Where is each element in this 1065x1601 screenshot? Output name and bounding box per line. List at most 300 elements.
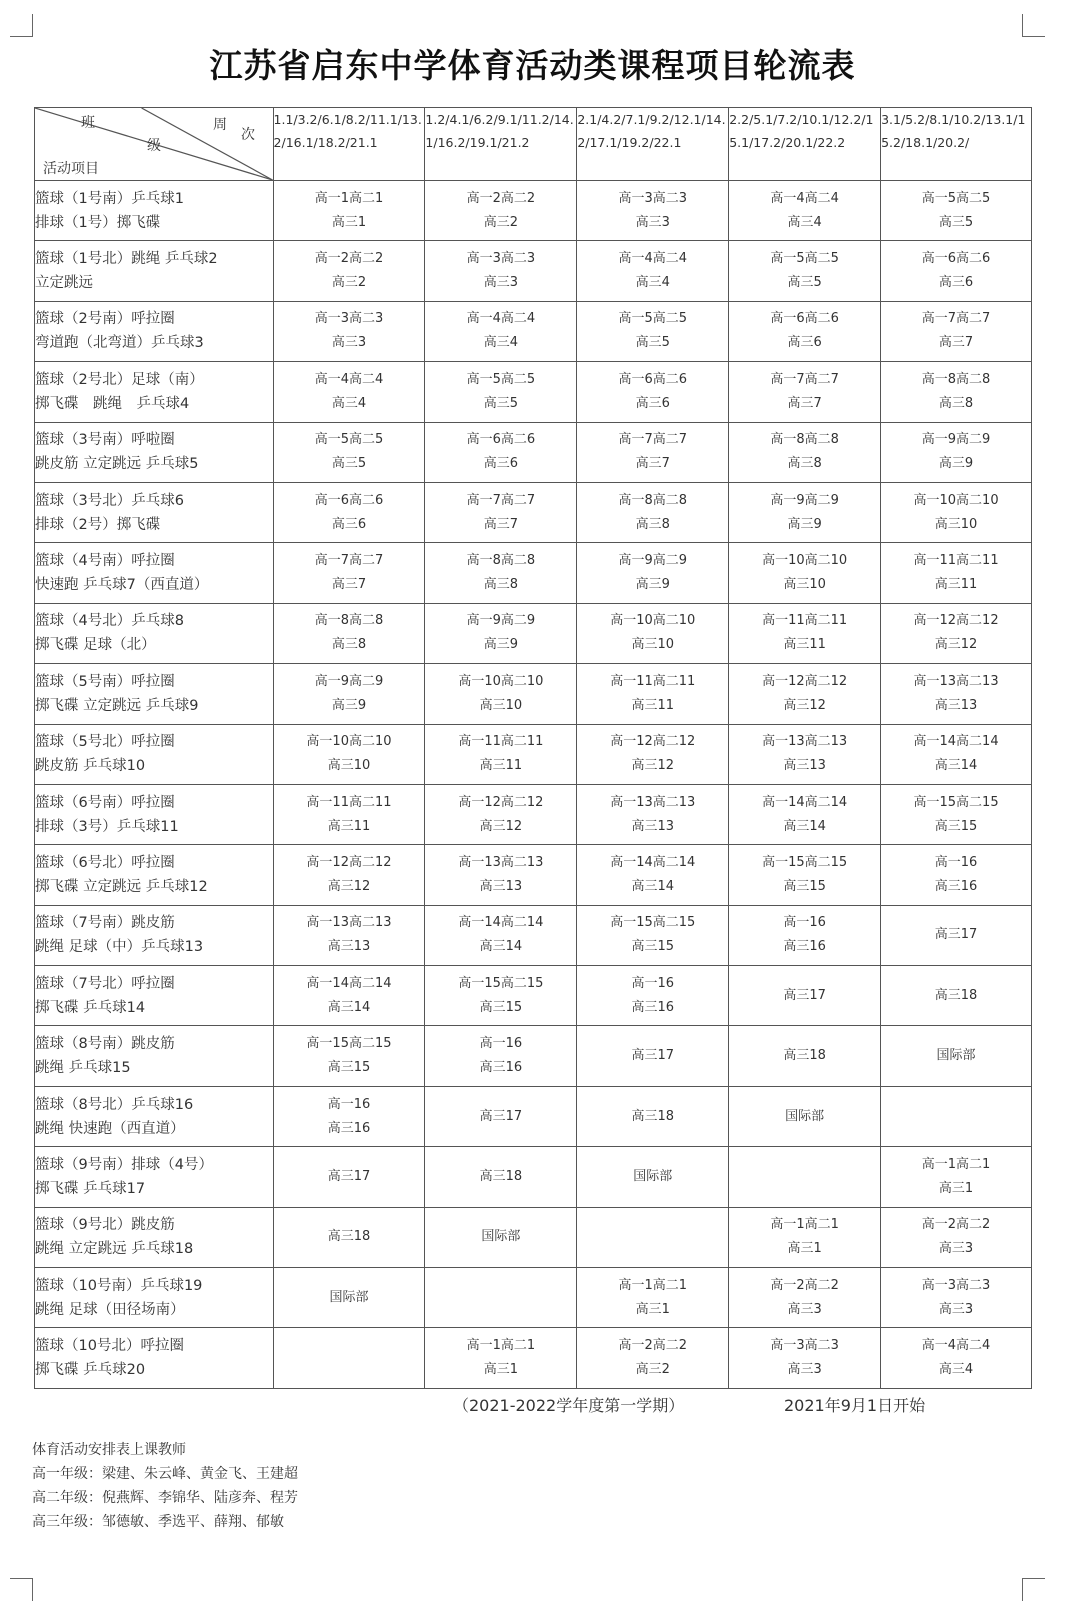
class-line: 高三6 bbox=[787, 335, 822, 351]
activity-cell bbox=[35, 845, 274, 905]
class-cell bbox=[881, 1268, 1032, 1328]
class-line: 高三11 bbox=[479, 758, 523, 774]
activity-line: 跳皮筋 乒乓球10 bbox=[35, 758, 146, 775]
activity-line: 掷飞碟 乒乓球17 bbox=[35, 1180, 146, 1197]
class-line: 高三9 bbox=[331, 697, 367, 713]
class-cell bbox=[729, 845, 881, 905]
class-line: 高三15 bbox=[934, 818, 978, 834]
class-cell bbox=[577, 603, 729, 663]
class-line: 高一8高二8 bbox=[921, 371, 991, 387]
header-label-ji: 级 bbox=[147, 138, 161, 154]
activity-line: 篮球（10号北）呼拉圈 bbox=[35, 1338, 184, 1355]
class-cell bbox=[273, 543, 425, 603]
header-label-activity: 活动项目 bbox=[43, 161, 99, 177]
class-line: 高三6 bbox=[635, 395, 670, 411]
class-line: 高三12 bbox=[631, 758, 675, 774]
activity-cell bbox=[35, 784, 274, 844]
activity-line: 跳绳 乒乓球15 bbox=[35, 1060, 131, 1077]
class-cell bbox=[881, 603, 1032, 663]
class-line: 高三11 bbox=[934, 577, 978, 593]
class-line: 高三14 bbox=[934, 758, 978, 774]
class-line: 高三18 bbox=[783, 1048, 826, 1064]
class-line: 高三16 bbox=[327, 1120, 371, 1136]
class-cell bbox=[273, 784, 425, 844]
activity-line: 篮球（8号南）跳皮筋 bbox=[35, 1036, 175, 1053]
class-cell bbox=[729, 1268, 881, 1328]
class-cell bbox=[425, 1147, 577, 1207]
activity-line: 篮球（6号南）呼拉圈 bbox=[35, 794, 175, 811]
class-line: 高三6 bbox=[938, 275, 974, 291]
teacher-line-grade-3: 高三年级：邹德敏、季选平、薛翔、郁敏 bbox=[32, 1514, 284, 1530]
class-line: 高一3高二3 bbox=[618, 190, 688, 206]
class-cell bbox=[577, 301, 729, 361]
class-line: 高一1高二1 bbox=[618, 1277, 688, 1293]
activity-line: 篮球（1号北）跳绳 乒乓球2 bbox=[35, 251, 218, 268]
table-row bbox=[35, 784, 1032, 844]
class-line: 国际部 bbox=[785, 1108, 825, 1124]
activity-cell bbox=[35, 362, 274, 422]
class-cell bbox=[425, 1207, 577, 1267]
class-cell bbox=[729, 603, 881, 663]
class-line: 高三5 bbox=[331, 456, 367, 472]
class-line: 高一5高二5 bbox=[618, 311, 688, 327]
class-line: 高一6高二6 bbox=[466, 432, 536, 448]
header-row bbox=[35, 108, 1032, 181]
page-title: 江苏省启东中学体育活动类课程项目轮流表 bbox=[209, 46, 856, 85]
class-line: 国际部 bbox=[633, 1168, 673, 1184]
class-line: 高一5高二5 bbox=[770, 251, 839, 267]
table-row bbox=[35, 1268, 1032, 1328]
class-line: 高三11 bbox=[631, 697, 675, 713]
class-line: 高一3高二3 bbox=[770, 1338, 839, 1354]
activity-line: 掷飞碟 乒乓球20 bbox=[35, 1362, 146, 1379]
class-line: 高三4 bbox=[787, 214, 822, 230]
class-cell bbox=[425, 905, 577, 965]
header-label-ban: 班 bbox=[81, 115, 95, 131]
class-line: 高三12 bbox=[479, 818, 523, 834]
activity-cell bbox=[35, 1086, 274, 1146]
class-line: 高一13高二13 bbox=[306, 915, 392, 931]
class-line: 高一16 bbox=[783, 915, 826, 931]
class-line: 高一15高二15 bbox=[458, 975, 544, 991]
activity-cell bbox=[35, 905, 274, 965]
activity-cell bbox=[35, 724, 274, 784]
class-line: 高三3 bbox=[635, 214, 670, 230]
header-corner-cell bbox=[35, 108, 274, 181]
class-line: 高三1 bbox=[635, 1301, 670, 1317]
class-line: 高一16 bbox=[934, 854, 978, 870]
activity-cell bbox=[35, 482, 274, 542]
class-line: 高一5高二5 bbox=[921, 190, 991, 206]
class-cell bbox=[729, 1328, 881, 1389]
class-cell bbox=[273, 1147, 425, 1207]
crop-mark-bottom-left bbox=[10, 1578, 33, 1601]
class-line: 高三8 bbox=[331, 637, 367, 653]
class-line: 高三8 bbox=[635, 516, 670, 532]
class-line: 高一14高二14 bbox=[762, 794, 848, 810]
class-cell bbox=[729, 664, 881, 724]
class-line: 高三1 bbox=[331, 214, 367, 230]
class-line: 高一10高二10 bbox=[610, 613, 696, 629]
class-line: 高一11高二11 bbox=[762, 613, 848, 629]
class-line: 高一10高二10 bbox=[458, 673, 544, 689]
activity-line: 篮球（7号北）呼拉圈 bbox=[35, 975, 175, 992]
class-line: 高三17 bbox=[934, 927, 978, 943]
table-row bbox=[35, 1328, 1032, 1389]
class-cell bbox=[577, 181, 729, 241]
class-line: 高一12高二12 bbox=[762, 673, 848, 689]
class-cell bbox=[273, 241, 425, 301]
class-cell bbox=[425, 543, 577, 603]
table-row bbox=[35, 181, 1032, 241]
class-cell bbox=[273, 1268, 425, 1328]
class-cell bbox=[425, 1026, 577, 1086]
class-cell bbox=[577, 1147, 729, 1207]
class-cell bbox=[881, 664, 1032, 724]
activity-line: 篮球（4号北）乒乓球8 bbox=[35, 613, 184, 630]
class-cell bbox=[881, 301, 1032, 361]
class-line: 高三9 bbox=[635, 577, 670, 593]
class-line: 高一5高二5 bbox=[314, 432, 384, 448]
class-line: 高一2高二2 bbox=[314, 251, 384, 267]
semester-note: （2021-2022学年度第一学期） bbox=[453, 1396, 685, 1415]
class-line: 高三18 bbox=[479, 1168, 523, 1184]
class-cell bbox=[577, 1026, 729, 1086]
class-cell bbox=[729, 1026, 881, 1086]
class-cell bbox=[577, 664, 729, 724]
class-line: 高三2 bbox=[635, 1362, 670, 1378]
rotation-table bbox=[34, 107, 1032, 1389]
class-line: 高三1 bbox=[483, 1362, 518, 1378]
class-line: 高三11 bbox=[783, 637, 826, 653]
class-line: 高三17 bbox=[783, 987, 826, 1003]
activity-cell bbox=[35, 1207, 274, 1267]
class-cell bbox=[729, 1086, 881, 1146]
class-line: 高一4高二4 bbox=[770, 190, 839, 206]
class-cell bbox=[273, 1026, 425, 1086]
class-line: 高一3高二3 bbox=[466, 251, 536, 267]
class-line: 高一6高二6 bbox=[314, 492, 384, 508]
activity-line: 篮球（5号北）呼拉圈 bbox=[35, 734, 175, 751]
class-line: 高三4 bbox=[331, 395, 367, 411]
class-cell bbox=[273, 422, 425, 482]
class-cell bbox=[729, 784, 881, 844]
class-cell bbox=[273, 482, 425, 542]
class-cell bbox=[881, 1026, 1032, 1086]
crop-mark-bottom-right bbox=[1022, 1578, 1045, 1601]
class-line: 高三1 bbox=[787, 1241, 822, 1257]
class-line: 高三14 bbox=[783, 818, 826, 834]
class-cell bbox=[273, 905, 425, 965]
class-line: 高一14高二14 bbox=[913, 734, 999, 750]
class-cell bbox=[273, 181, 425, 241]
class-line: 高三8 bbox=[483, 577, 518, 593]
class-line: 高一12高二12 bbox=[306, 854, 392, 870]
class-cell bbox=[881, 362, 1032, 422]
class-cell bbox=[425, 1268, 577, 1328]
header-label-ci: 次 bbox=[241, 127, 255, 143]
class-cell bbox=[881, 1147, 1032, 1207]
class-line: 高三5 bbox=[787, 275, 822, 291]
activity-cell bbox=[35, 422, 274, 482]
class-line: 高一6高二6 bbox=[618, 371, 688, 387]
class-line: 高三17 bbox=[631, 1048, 675, 1064]
class-cell bbox=[881, 482, 1032, 542]
class-cell bbox=[577, 724, 729, 784]
class-line: 高一1高二1 bbox=[314, 190, 384, 206]
class-cell bbox=[577, 1268, 729, 1328]
activity-line: 篮球（3号南）呼啦圈 bbox=[35, 432, 175, 449]
class-cell bbox=[577, 1328, 729, 1389]
class-cell bbox=[729, 543, 881, 603]
start-date-note: 2021年9月1日开始 bbox=[784, 1396, 926, 1415]
class-line: 高一14高二14 bbox=[458, 915, 544, 931]
class-line: 高一11高二11 bbox=[458, 734, 544, 750]
class-cell bbox=[273, 664, 425, 724]
teacher-line-grade-1: 高一年级：梁建、朱云峰、黄金飞、王建超 bbox=[32, 1466, 298, 1482]
class-line: 高一7高二7 bbox=[466, 492, 536, 508]
activity-line: 掷飞碟 乒乓球14 bbox=[35, 999, 146, 1016]
table-row bbox=[35, 724, 1032, 784]
class-line: 高一9高二9 bbox=[466, 613, 536, 629]
class-line: 高一16 bbox=[327, 1096, 371, 1112]
class-line: 高一12高二12 bbox=[610, 734, 696, 750]
class-line: 高一15高二15 bbox=[610, 915, 696, 931]
class-line: 高三13 bbox=[934, 697, 978, 713]
table-row bbox=[35, 603, 1032, 663]
class-cell bbox=[425, 603, 577, 663]
class-line: 高一11高二11 bbox=[610, 673, 696, 689]
class-line: 高一9高二9 bbox=[921, 432, 991, 448]
class-line: 高三14 bbox=[631, 878, 675, 894]
class-cell bbox=[425, 845, 577, 905]
table-row bbox=[35, 482, 1032, 542]
class-line: 高一13高二13 bbox=[913, 673, 999, 689]
table-row bbox=[35, 966, 1032, 1026]
class-line: 高三16 bbox=[783, 939, 826, 955]
table-row bbox=[35, 422, 1032, 482]
class-line: 高一2高二2 bbox=[770, 1277, 839, 1293]
class-line: 高三10 bbox=[934, 516, 978, 532]
activity-line: 篮球（2号南）呼拉圈 bbox=[35, 311, 175, 328]
class-line: 高一2高二2 bbox=[921, 1217, 991, 1233]
table-row bbox=[35, 301, 1032, 361]
class-line: 高三3 bbox=[938, 1301, 974, 1317]
class-line: 高一2高二2 bbox=[618, 1338, 688, 1354]
class-cell bbox=[881, 181, 1032, 241]
week-header-4: 2.2/5.1/7.2/10.1/12.2/15.1/17.2/20.1/22.2 bbox=[729, 108, 881, 181]
class-line: 高一5高二5 bbox=[466, 371, 536, 387]
class-line: 高一8高二8 bbox=[618, 492, 688, 508]
class-cell bbox=[577, 905, 729, 965]
table-row bbox=[35, 1026, 1032, 1086]
class-line: 高一8高二8 bbox=[466, 553, 536, 569]
class-cell bbox=[729, 724, 881, 784]
class-line: 高一7高二7 bbox=[314, 553, 384, 569]
table-row bbox=[35, 241, 1032, 301]
class-cell bbox=[729, 905, 881, 965]
class-cell bbox=[273, 1207, 425, 1267]
activity-line: 篮球（9号南）排球（4号） bbox=[35, 1156, 213, 1173]
class-line: 高一4高二4 bbox=[314, 371, 384, 387]
class-line: 高三12 bbox=[783, 697, 826, 713]
class-line: 高三3 bbox=[938, 1241, 974, 1257]
class-line: 高一4高二4 bbox=[618, 251, 688, 267]
class-cell bbox=[577, 1086, 729, 1146]
class-cell bbox=[881, 241, 1032, 301]
class-line: 高一15高二15 bbox=[913, 794, 999, 810]
class-cell bbox=[273, 845, 425, 905]
class-cell bbox=[425, 482, 577, 542]
activity-cell bbox=[35, 1268, 274, 1328]
activity-cell bbox=[35, 1147, 274, 1207]
class-line: 高一12高二12 bbox=[913, 613, 999, 629]
class-cell bbox=[729, 362, 881, 422]
class-cell bbox=[881, 845, 1032, 905]
class-cell bbox=[881, 1328, 1032, 1389]
activity-line: 跳绳 快速跑（西直道） bbox=[35, 1120, 185, 1137]
class-line: 高三13 bbox=[631, 818, 675, 834]
table-row bbox=[35, 664, 1032, 724]
crop-mark-top-left bbox=[10, 14, 33, 37]
class-line: 高一15高二15 bbox=[306, 1036, 392, 1052]
class-cell bbox=[273, 724, 425, 784]
class-line: 高三13 bbox=[479, 878, 523, 894]
header-label-zhou: 周 bbox=[213, 117, 227, 133]
class-line: 高三17 bbox=[479, 1108, 523, 1124]
class-line: 高一14高二14 bbox=[610, 854, 696, 870]
class-line: 高一8高二8 bbox=[314, 613, 384, 629]
crop-mark-top-right bbox=[1022, 14, 1045, 37]
class-line: 高三5 bbox=[635, 335, 670, 351]
table-row bbox=[35, 1207, 1032, 1267]
class-line: 高三3 bbox=[483, 275, 518, 291]
class-line: 高三3 bbox=[331, 335, 367, 351]
class-cell bbox=[577, 241, 729, 301]
class-line: 高三14 bbox=[479, 939, 523, 955]
class-cell bbox=[273, 1086, 425, 1146]
class-line: 高三6 bbox=[483, 456, 518, 472]
class-line: 高一3高二3 bbox=[921, 1277, 991, 1293]
class-cell bbox=[425, 241, 577, 301]
class-line: 高一11高二11 bbox=[306, 794, 392, 810]
class-cell bbox=[881, 905, 1032, 965]
class-cell bbox=[729, 181, 881, 241]
table-row bbox=[35, 905, 1032, 965]
class-line: 高三17 bbox=[327, 1168, 371, 1184]
activity-line: 篮球（10号南）乒乓球19 bbox=[35, 1277, 203, 1294]
activity-line: 掷飞碟 立定跳远 乒乓球12 bbox=[35, 878, 208, 895]
activity-line: 篮球（6号北）呼拉圈 bbox=[35, 854, 175, 871]
class-line: 高三18 bbox=[631, 1108, 675, 1124]
class-line: 高一6高二6 bbox=[770, 311, 839, 327]
class-cell bbox=[881, 422, 1032, 482]
activity-cell bbox=[35, 301, 274, 361]
class-cell bbox=[881, 966, 1032, 1026]
class-cell bbox=[577, 543, 729, 603]
activity-line: 跳绳 足球（田径场南） bbox=[35, 1301, 185, 1318]
teacher-list bbox=[32, 1438, 298, 1534]
activity-line: 跳皮筋 立定跳远 乒乓球5 bbox=[35, 456, 199, 473]
class-line: 高一13高二13 bbox=[762, 734, 848, 750]
class-line: 高三16 bbox=[934, 878, 978, 894]
class-line: 高三15 bbox=[631, 939, 675, 955]
class-line: 高一16 bbox=[479, 1036, 523, 1052]
activity-line: 跳绳 立定跳远 乒乓球18 bbox=[35, 1241, 194, 1258]
class-line: 高一8高二8 bbox=[770, 432, 839, 448]
class-line: 高三14 bbox=[327, 999, 371, 1015]
class-line: 高三16 bbox=[631, 999, 675, 1015]
teacher-line-grade-2: 高二年级：倪燕辉、李锦华、陆彦奔、程芳 bbox=[32, 1490, 298, 1506]
class-line: 高三4 bbox=[938, 1362, 974, 1378]
week-header-3: 2.1/4.2/7.1/9.2/12.1/14.2/17.1/19.2/22.1 bbox=[577, 108, 729, 181]
activity-cell bbox=[35, 181, 274, 241]
class-line: 高一9高二9 bbox=[618, 553, 688, 569]
activity-line: 立定跳远 bbox=[35, 275, 93, 292]
class-line: 高一10高二10 bbox=[306, 734, 392, 750]
class-line: 高一9高二9 bbox=[314, 673, 384, 689]
activity-line: 弯道跑（北弯道）乒乓球3 bbox=[35, 335, 204, 352]
class-line: 高一9高二9 bbox=[770, 492, 839, 508]
class-cell bbox=[881, 1207, 1032, 1267]
activity-line: 篮球（2号北）足球（南） bbox=[35, 371, 204, 388]
class-line: 高一4高二4 bbox=[466, 311, 536, 327]
class-line: 高三9 bbox=[787, 516, 822, 532]
activity-line: 篮球（7号南）跳皮筋 bbox=[35, 915, 175, 932]
class-line: 高三12 bbox=[934, 637, 978, 653]
class-cell bbox=[425, 181, 577, 241]
activity-line: 篮球（3号北）乒乓球6 bbox=[35, 492, 184, 509]
class-line: 高三9 bbox=[483, 637, 518, 653]
class-line: 高一13高二13 bbox=[610, 794, 696, 810]
class-line: 高三13 bbox=[327, 939, 371, 955]
class-line: 国际部 bbox=[329, 1289, 369, 1305]
class-cell bbox=[425, 784, 577, 844]
class-cell bbox=[577, 482, 729, 542]
week-header-2: 1.2/4.1/6.2/9.1/11.2/14.1/16.2/19.1/21.2 bbox=[425, 108, 577, 181]
activity-line: 排球（1号）掷飞碟 bbox=[35, 214, 161, 231]
class-line: 高一10高二10 bbox=[762, 553, 848, 569]
table-row bbox=[35, 845, 1032, 905]
class-line: 高三7 bbox=[635, 456, 670, 472]
activity-cell bbox=[35, 543, 274, 603]
class-line: 高一12高二12 bbox=[458, 794, 544, 810]
class-line: 高三3 bbox=[787, 1362, 822, 1378]
class-line: 高三16 bbox=[479, 1060, 523, 1076]
class-line: 国际部 bbox=[936, 1048, 976, 1064]
activity-line: 篮球（1号南）乒乓球1 bbox=[35, 190, 184, 207]
class-cell bbox=[881, 724, 1032, 784]
class-cell bbox=[881, 784, 1032, 844]
table-row bbox=[35, 543, 1032, 603]
class-line: 高一2高二2 bbox=[466, 190, 536, 206]
class-line: 高一10高二10 bbox=[913, 492, 999, 508]
class-line: 高三13 bbox=[783, 758, 826, 774]
week-header-5: 3.1/5.2/8.1/10.2/13.1/15.2/18.1/20.2/ bbox=[881, 108, 1032, 181]
class-cell bbox=[425, 724, 577, 784]
activity-cell bbox=[35, 664, 274, 724]
class-line: 高一7高二7 bbox=[770, 371, 839, 387]
class-line: 高三18 bbox=[327, 1229, 371, 1245]
table-row bbox=[35, 1147, 1032, 1207]
class-line: 高三1 bbox=[938, 1180, 974, 1196]
class-line: 高一16 bbox=[631, 975, 675, 991]
class-cell bbox=[729, 482, 881, 542]
class-cell bbox=[881, 543, 1032, 603]
activity-line: 篮球（8号北）乒乓球16 bbox=[35, 1096, 194, 1113]
activity-line: 排球（3号）乒乓球11 bbox=[35, 818, 179, 835]
class-cell bbox=[577, 1207, 729, 1267]
